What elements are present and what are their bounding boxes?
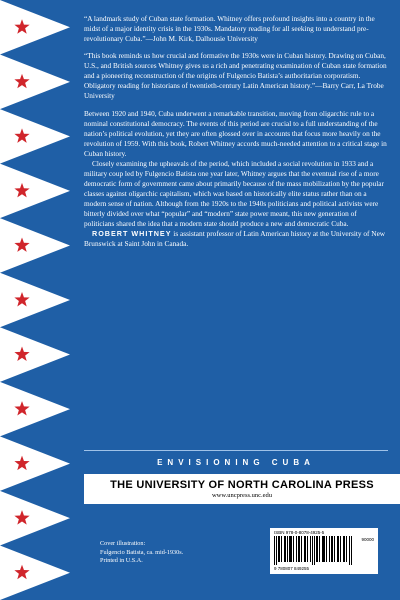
blurb-quote-1 [84, 14, 388, 44]
blurb-quote-2 [84, 51, 388, 101]
flag-triangle [0, 164, 70, 219]
cover-text-block [84, 14, 388, 249]
cover-credit-line-2: Fulgencio Batista, ca. mid-1930s. [100, 548, 184, 556]
flag-triangle [0, 55, 70, 110]
flag-triangle [0, 218, 70, 273]
blurb-quote-2-text: “This book reminds us how crucial and formative the 1930s were in Cuban history. Drawing on Cuban, U.S., and British sources Whitney gives us a rich and penetrating examination of Cuban state formation and a pioneering reconstruction of the origins of Fulgencio Batista’s authoritarian corporatism. Obligatory reading for historians of twentieth-century Latin American history.” [84, 51, 387, 91]
flag-triangle [0, 273, 70, 328]
blurb-quote-1-text: “A landmark study of Cuban state formation. Whitney offers profound insights into a country in the midst of a major identity crisis in the 1930s. Mandatory reading for all seeking to understand pre-revolutionary Cuba.” [84, 14, 375, 44]
publisher-banner [84, 474, 400, 504]
description-paragraph-2: Closely examining the upheavals of the period, which included a social revolution in 1933 and a military coup led by Fulgencio Batista one year later, Whitney argues that the eventual rise of a more democratic form of government came about primarily because of the mass mobilization by the popular classes against oligarchic capitalism, which was based on historically elite status rather than on a modern sense of nation. Although from the 1920s to the 1940s politicians and political activists were bitterly divided over what “popular” and “modern” state power meant, this new generation of politicians shared the idea that a modern state should produce a new and democratic Cuba. [84, 158, 384, 229]
flag-triangles [0, 0, 70, 600]
description-paragraph-1: Between 1920 and 1940, Cuba underwent a remarkable transition, moving from oligarchic rule to a nominal constitutional democracy. The events of this period are crucial to a full understanding of the nation’s political evolution, yet they are often glossed over in accounts that focus more heavily on the revolution of 1959. With this book, Robert Whitney accords much-needed attention to a critical stage in Cuban history. [84, 108, 387, 158]
series-title: ENVISIONING CUBA [157, 458, 315, 467]
flag-triangle-strip [0, 0, 70, 600]
blurb-quote-2-attribution: —Barry Carr, La Trobe University [84, 81, 384, 101]
flag-triangle [0, 0, 70, 55]
flag-triangle [0, 109, 70, 164]
publisher-name: THE UNIVERSITY OF NORTH CAROLINA PRESS [110, 479, 374, 491]
author-bio-text: is assistant professor of Latin American history at the University of New Brunswick at Saint John in Canada. [84, 229, 386, 249]
flag-triangle [0, 491, 70, 546]
cover-credit [100, 540, 183, 566]
flag-triangle [0, 327, 70, 382]
barcode-icon [274, 536, 354, 565]
flag-triangle [0, 382, 70, 437]
cover-credit-line-3: Printed in U.S.A. [100, 557, 143, 565]
blurb-quote-1-attribution: —John M. Kirk, Dalhousie University [145, 34, 258, 44]
barcode-price-code: 90000 [361, 537, 374, 542]
author-name: ROBERT WHITNEY [92, 229, 172, 239]
barcode-isbn: ISBN 978-0-8078-4925-5 [274, 530, 325, 535]
flag-triangle [0, 545, 70, 600]
author-bio [84, 229, 388, 249]
barcode-panel [270, 528, 378, 574]
cover-credit-line-1: Cover illustration: [100, 540, 146, 547]
series-divider [84, 450, 388, 451]
barcode-digits: 9 780807 849255 [274, 566, 310, 571]
publisher-url: www.uncpress.unc.edu [211, 492, 273, 499]
book-description [84, 109, 388, 250]
flag-triangle [0, 436, 70, 491]
